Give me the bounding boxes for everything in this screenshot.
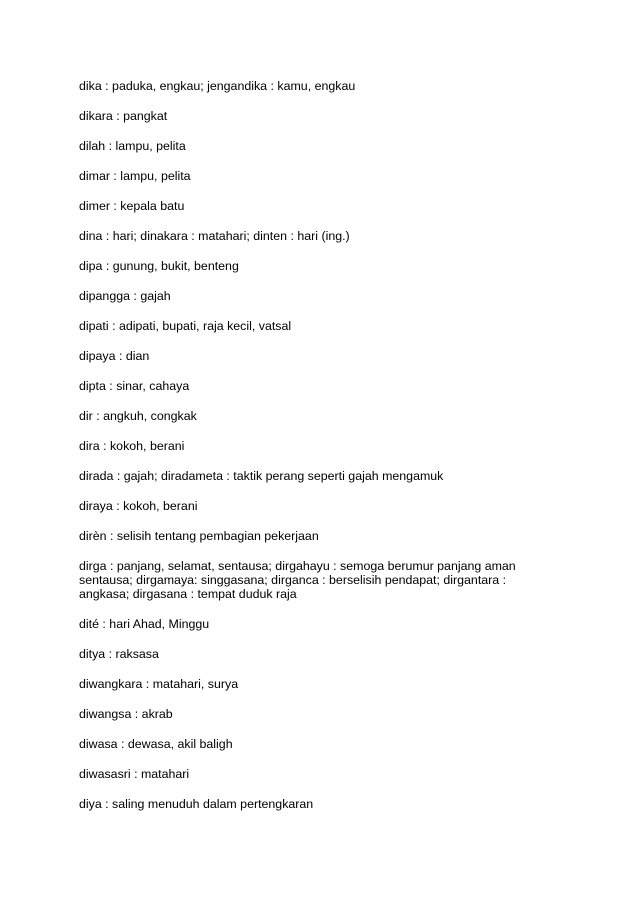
- dictionary-entry: dité : hari Ahad, Minggu: [79, 617, 210, 631]
- dictionary-entry: diwangsa : akrab: [79, 707, 173, 721]
- dictionary-entry: dika : paduka, engkau; jengandika : kamu, engkau: [79, 79, 356, 93]
- dictionary-entry: dipa : gunung, bukit, benteng: [79, 259, 239, 273]
- dictionary-entry: dimer : kepala batu: [79, 199, 185, 213]
- dictionary-entry-list: [79, 79, 559, 827]
- dictionary-entry: dipaya : dian: [79, 349, 150, 363]
- dictionary-entry: dikara : pangkat: [79, 109, 168, 123]
- dictionary-entry: dirada : gajah; diradameta : taktik perang seperti gajah mengamuk: [79, 469, 444, 483]
- dictionary-entry: dimar : lampu, pelita: [79, 169, 191, 183]
- dictionary-entry: dirèn : selisih tentang pembagian pekerjaan: [79, 529, 319, 543]
- dictionary-entry: diwangkara : matahari, surya: [79, 677, 239, 691]
- dictionary-entry: dina : hari; dinakara : matahari; dinten : hari (ing.): [79, 229, 350, 243]
- dictionary-entry: diwasasri : matahari: [79, 767, 190, 781]
- dictionary-entry: dilah : lampu, pelita: [79, 139, 186, 153]
- dictionary-entry: dira : kokoh, berani: [79, 439, 185, 453]
- dictionary-entry: dipta : sinar, cahaya: [79, 379, 190, 393]
- dictionary-entry: diwasa : dewasa, akil baligh: [79, 737, 233, 751]
- dictionary-entry: ditya : raksasa: [79, 647, 159, 661]
- dictionary-entry: diya : saling menuduh dalam pertengkaran: [79, 797, 314, 811]
- dictionary-entry: dirga : panjang, selamat, sentausa; dirgahayu : semoga berumur panjang aman sentausa; dirgamaya: singgasana; dirganca : berselisih pendapat; dirgantara : angkasa; dirgasana : tempat duduk raja: [79, 559, 516, 601]
- dictionary-entry: diraya : kokoh, berani: [79, 499, 198, 513]
- dictionary-entry: dir : angkuh, congkak: [79, 409, 197, 423]
- dictionary-entry: dipangga : gajah: [79, 289, 171, 303]
- dictionary-entry: dipati : adipati, bupati, raja kecil, vatsal: [79, 319, 292, 333]
